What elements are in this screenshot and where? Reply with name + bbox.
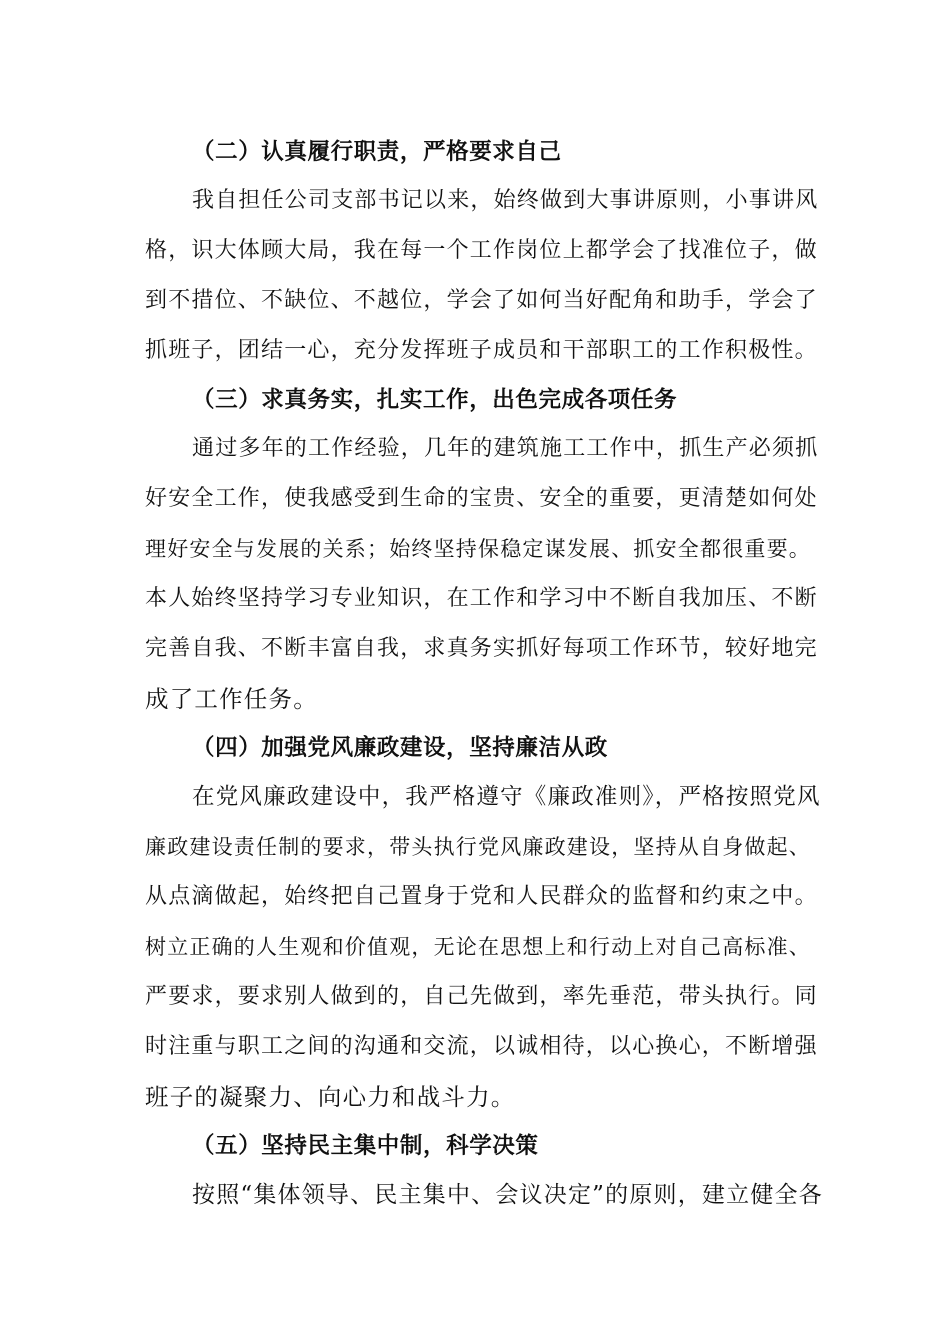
- paragraph-line: 理好安全与发展的关系；始终坚持保稳定谋发展、抓安全都很重要。: [145, 537, 811, 561]
- paragraph-line: 按照“集体领导、民主集中、会议决定”的原则，建立健全各: [192, 1182, 823, 1208]
- paragraph-line: 严要求，要求别人做到的，自己先做到，率先垂范，带头执行。同: [145, 984, 818, 1009]
- paragraph-line: 在党风廉政建设中，我严格遵守《廉政准则》，严格按照党风: [192, 784, 821, 810]
- paragraph-line: 通过多年的工作经验，几年的建筑施工工作中，抓生产必须抓: [192, 436, 819, 461]
- paragraph-line: 廉政建设责任制的要求，带头执行党风廉政建设，坚持从自身做起、: [145, 835, 811, 859]
- paragraph-line: 树立正确的人生观和价值观，无论在思想上和行动上对自己高标准、: [145, 935, 811, 959]
- paragraph-line: 格，识大体顾大局，我在每一个工作岗位上都学会了找准位子，做: [145, 238, 818, 263]
- paragraph-line: 我自担任公司支部书记以来，始终做到大事讲原则，小事讲风: [192, 188, 819, 213]
- section-heading: （三）求真务实，扎实工作，出色完成各项任务: [192, 387, 678, 413]
- section-heading: （五）坚持民主集中制，科学决策: [192, 1133, 539, 1159]
- section-heading: （四）加强党风廉政建设，坚持廉洁从政: [192, 735, 608, 761]
- paragraph-line: 完善自我、不断丰富自我，求真务实抓好每项工作环节，较好地完: [145, 636, 818, 661]
- paragraph-line: 时注重与职工之间的沟通和交流，以诚相待，以心换心，不断增强: [145, 1034, 818, 1059]
- paragraph-line: 到不措位、不缺位、不越位，学会了如何当好配角和助手，学会了: [145, 288, 818, 313]
- paragraph-line: 从点滴做起，始终把自己置身于党和人民群众的监督和约束之中。: [145, 884, 818, 909]
- paragraph-line: 抓班子，团结一心，充分发挥班子成员和干部职工的工作积极性。: [145, 338, 818, 363]
- paragraph-line: 成了工作任务。: [145, 685, 318, 713]
- paragraph-line: 班子的凝聚力、向心力和战斗力。: [145, 1083, 516, 1111]
- paragraph-line: 本人始终坚持学习专业知识，在工作和学习中不断自我加压、不断: [145, 586, 818, 611]
- paragraph-line: 好安全工作，使我感受到生命的宝贵、安全的重要，更清楚如何处: [145, 486, 818, 511]
- section-heading: （二）认真履行职责，严格要求自己: [192, 139, 562, 165]
